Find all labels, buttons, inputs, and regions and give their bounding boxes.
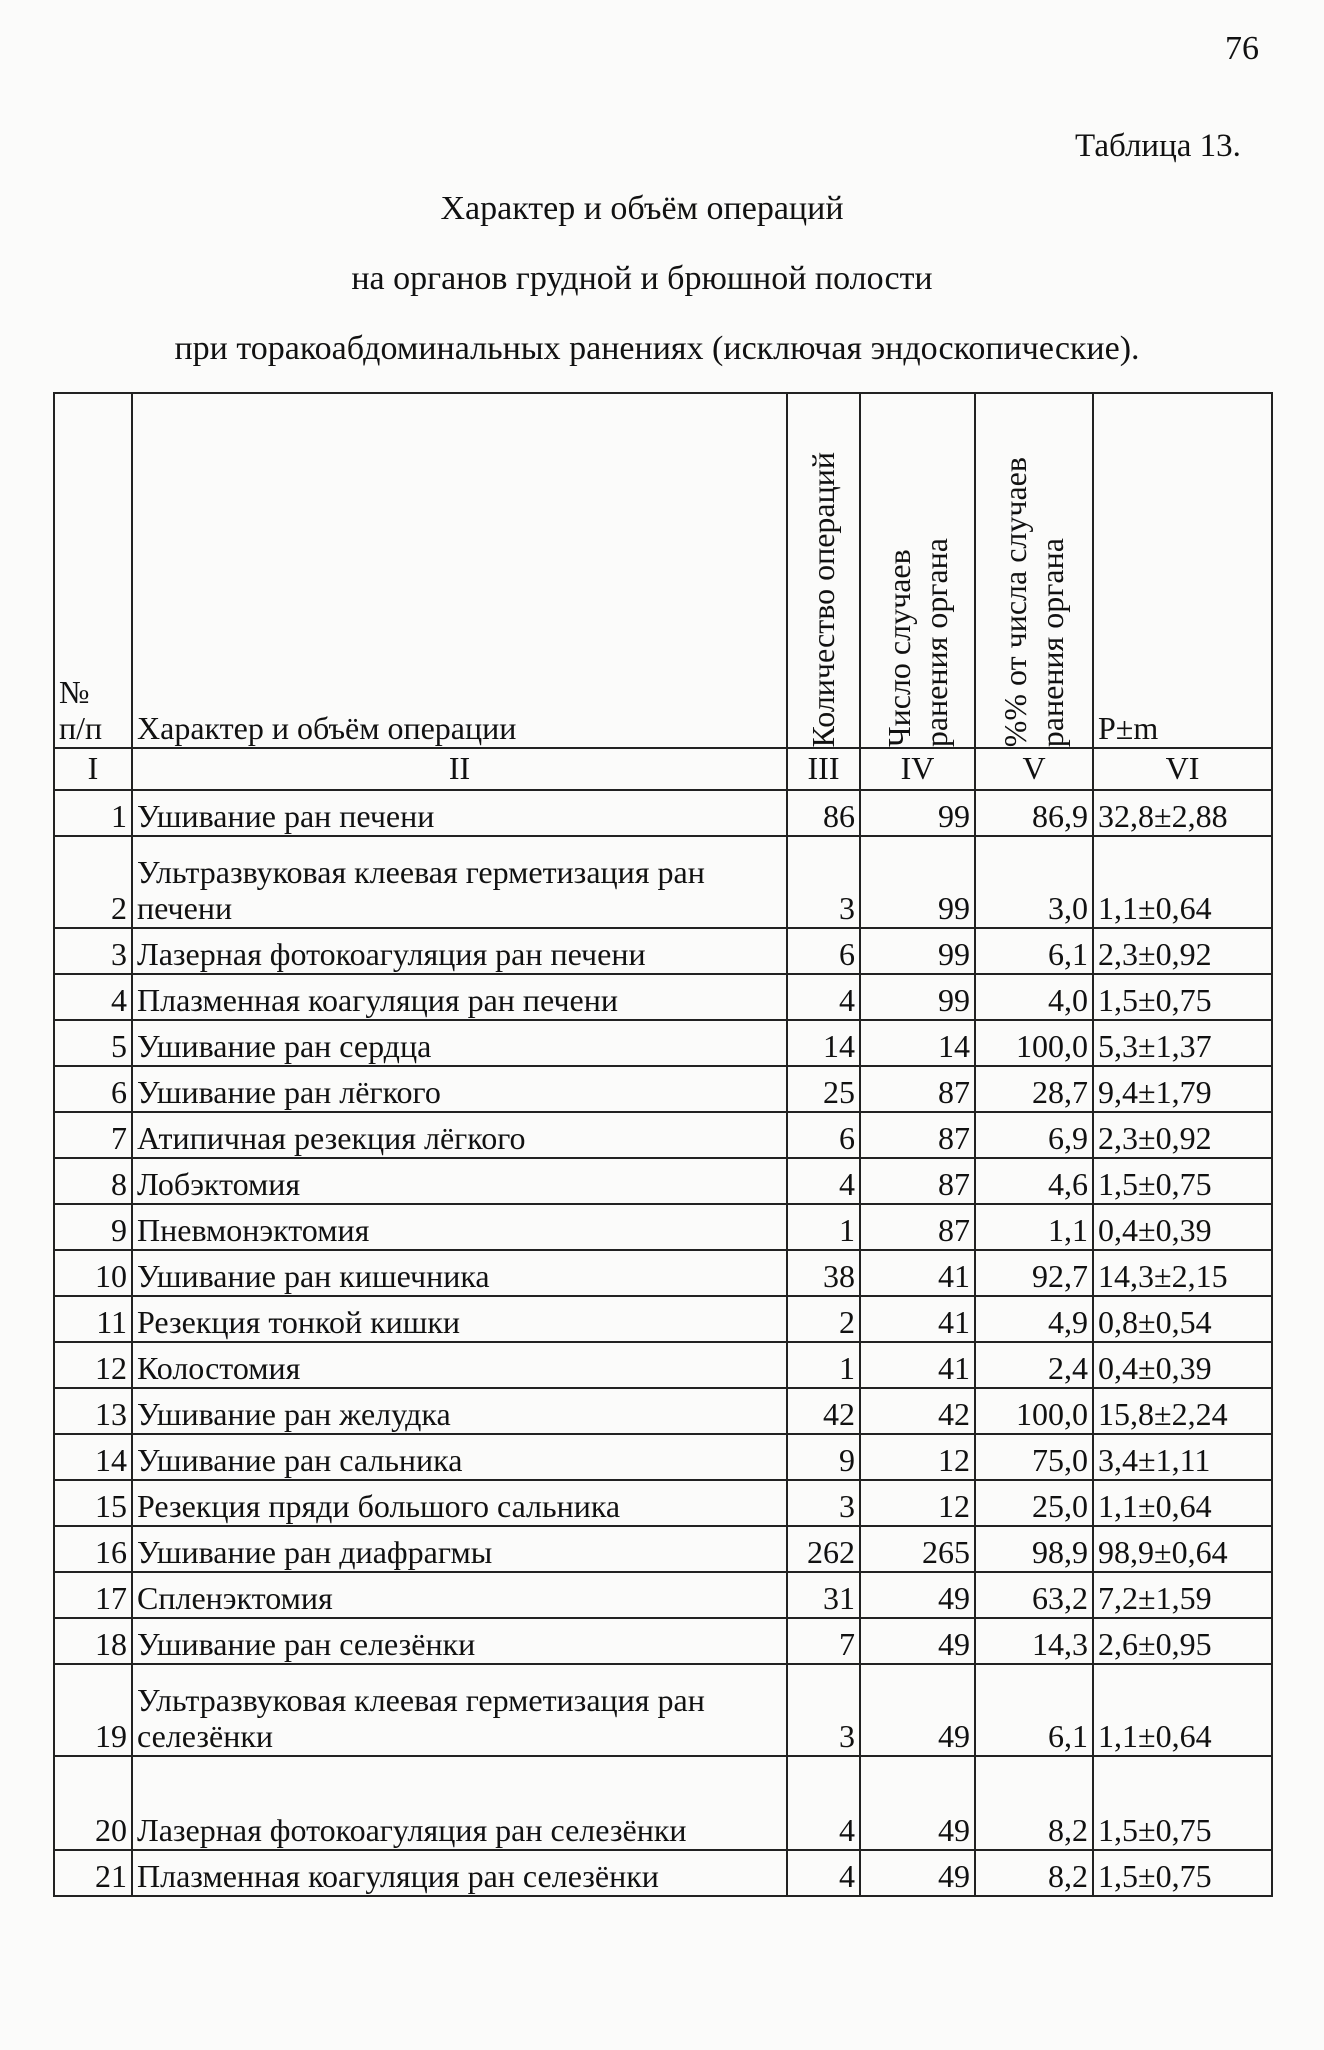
- pm-value: 1,1±0,64: [1093, 1664, 1272, 1756]
- operation-name: Резекция тонкой кишки: [132, 1296, 787, 1342]
- pm-value: 9,4±1,79: [1093, 1066, 1272, 1112]
- pm-value: 1,5±0,75: [1093, 974, 1272, 1020]
- table-row: [54, 1434, 1272, 1480]
- case-count: 99: [860, 974, 975, 1020]
- row-number: 18: [54, 1618, 132, 1664]
- case-count: 42: [860, 1388, 975, 1434]
- table-row: [54, 1526, 1272, 1572]
- row-number: 9: [54, 1204, 132, 1250]
- row-number: 12: [54, 1342, 132, 1388]
- table-row: [54, 1618, 1272, 1664]
- pm-value: 1,5±0,75: [1093, 1756, 1272, 1850]
- operation-name: Ультразвуковая клеевая герметизация ран печени: [132, 836, 787, 928]
- table-body: [54, 790, 1272, 1896]
- case-count: 41: [860, 1342, 975, 1388]
- operation-name: Ушивание ран кишечника: [132, 1250, 787, 1296]
- table-row: [54, 1572, 1272, 1618]
- case-count: 99: [860, 928, 975, 974]
- table-row: [54, 1342, 1272, 1388]
- operation-count: 1: [787, 1204, 860, 1250]
- case-count: 14: [860, 1020, 975, 1066]
- pm-value: 2,3±0,92: [1093, 928, 1272, 974]
- row-number: 17: [54, 1572, 132, 1618]
- operation-count: 4: [787, 1756, 860, 1850]
- table-row: [54, 1020, 1272, 1066]
- row-number: 20: [54, 1756, 132, 1850]
- case-count: 99: [860, 790, 975, 836]
- operation-name: Ушивание ран сердца: [132, 1020, 787, 1066]
- pm-value: 0,8±0,54: [1093, 1296, 1272, 1342]
- pm-value: 32,8±2,88: [1093, 790, 1272, 836]
- percent-value: 6,1: [975, 928, 1093, 974]
- operation-count: 2: [787, 1296, 860, 1342]
- operation-name: Лобэктомия: [132, 1158, 787, 1204]
- percent-value: 86,9: [975, 790, 1093, 836]
- operation-count: 25: [787, 1066, 860, 1112]
- roman-col-4: IV: [860, 748, 975, 790]
- percent-value: 4,0: [975, 974, 1093, 1020]
- case-count: 87: [860, 1158, 975, 1204]
- row-number: 1: [54, 790, 132, 836]
- operation-name: Лазерная фотокоагуляция ран печени: [132, 928, 787, 974]
- operation-count: 4: [787, 1850, 860, 1896]
- case-count: 87: [860, 1112, 975, 1158]
- case-count: 49: [860, 1618, 975, 1664]
- table-row: [54, 836, 1272, 928]
- case-count: 87: [860, 1204, 975, 1250]
- operation-count: 1: [787, 1342, 860, 1388]
- table-row: [54, 1204, 1272, 1250]
- pm-value: 1,1±0,64: [1093, 836, 1272, 928]
- operation-name: Ушивание ран лёгкого: [132, 1066, 787, 1112]
- operation-name: Ушивание ран селезёнки: [132, 1618, 787, 1664]
- pm-value: 0,4±0,39: [1093, 1204, 1272, 1250]
- operation-count: 6: [787, 928, 860, 974]
- table-title-line-2: на органов грудной и брюшной полости: [351, 260, 933, 297]
- pm-value: 1,1±0,64: [1093, 1480, 1272, 1526]
- header-number: № п/п: [54, 393, 132, 748]
- table-row: [54, 1158, 1272, 1204]
- table-row: [54, 1480, 1272, 1526]
- row-number: 19: [54, 1664, 132, 1756]
- percent-value: 8,2: [975, 1850, 1093, 1896]
- operation-name: Ультразвуковая клеевая герметизация ран селезёнки: [132, 1664, 787, 1756]
- operation-name: Резекция пряди большого сальника: [132, 1480, 787, 1526]
- percent-value: 2,4: [975, 1342, 1093, 1388]
- operation-name: Атипичная резекция лёгкого: [132, 1112, 787, 1158]
- table-row: [54, 1066, 1272, 1112]
- roman-col-1: I: [54, 748, 132, 790]
- row-number: 3: [54, 928, 132, 974]
- pm-value: 7,2±1,59: [1093, 1572, 1272, 1618]
- table-row: [54, 1850, 1272, 1896]
- pm-value: 14,3±2,15: [1093, 1250, 1272, 1296]
- case-count: 265: [860, 1526, 975, 1572]
- operation-count: 7: [787, 1618, 860, 1664]
- pm-value: 15,8±2,24: [1093, 1388, 1272, 1434]
- operation-count: 42: [787, 1388, 860, 1434]
- roman-col-3: III: [787, 748, 860, 790]
- operation-count: 4: [787, 1158, 860, 1204]
- operation-count: 9: [787, 1434, 860, 1480]
- percent-value: 25,0: [975, 1480, 1093, 1526]
- roman-col-5: V: [975, 748, 1093, 790]
- row-number: 7: [54, 1112, 132, 1158]
- row-number: 2: [54, 836, 132, 928]
- pm-value: 98,9±0,64: [1093, 1526, 1272, 1572]
- percent-value: 98,9: [975, 1526, 1093, 1572]
- operation-count: 3: [787, 1480, 860, 1526]
- percent-value: 100,0: [975, 1388, 1093, 1434]
- table-row: [54, 1250, 1272, 1296]
- pm-value: 3,4±1,11: [1093, 1434, 1272, 1480]
- operation-name: Ушивание ран диафрагмы: [132, 1526, 787, 1572]
- pm-value: 2,6±0,95: [1093, 1618, 1272, 1664]
- percent-value: 4,6: [975, 1158, 1093, 1204]
- row-number: 13: [54, 1388, 132, 1434]
- row-number: 4: [54, 974, 132, 1020]
- table-row: [54, 790, 1272, 836]
- row-number: 10: [54, 1250, 132, 1296]
- page-number: 76: [1225, 30, 1259, 67]
- percent-value: 28,7: [975, 1066, 1093, 1112]
- operation-count: 6: [787, 1112, 860, 1158]
- case-count: 49: [860, 1756, 975, 1850]
- operation-count: 86: [787, 790, 860, 836]
- row-number: 8: [54, 1158, 132, 1204]
- operation-count: 3: [787, 1664, 860, 1756]
- percent-value: 6,9: [975, 1112, 1093, 1158]
- pm-value: 2,3±0,92: [1093, 1112, 1272, 1158]
- table-row: [54, 974, 1272, 1020]
- operation-name: Плазменная коагуляция ран печени: [132, 974, 787, 1020]
- percent-value: 3,0: [975, 836, 1093, 928]
- percent-value: 63,2: [975, 1572, 1093, 1618]
- case-count: 99: [860, 836, 975, 928]
- case-count: 12: [860, 1434, 975, 1480]
- table-title-line-3: при торакоабдоминальных ранениях (исключая эндоскопические).: [174, 330, 1140, 367]
- case-count: 49: [860, 1850, 975, 1896]
- operation-count: 3: [787, 836, 860, 928]
- percent-value: 92,7: [975, 1250, 1093, 1296]
- operation-name: Плазменная коагуляция ран селезёнки: [132, 1850, 787, 1896]
- row-number: 21: [54, 1850, 132, 1896]
- percent-value: 4,9: [975, 1296, 1093, 1342]
- operation-count: 262: [787, 1526, 860, 1572]
- operation-name: Ушивание ран сальника: [132, 1434, 787, 1480]
- header-operation: Характер и объём операции: [132, 393, 787, 748]
- row-number: 15: [54, 1480, 132, 1526]
- table-row: [54, 1756, 1272, 1850]
- case-count: 49: [860, 1572, 975, 1618]
- case-count: 41: [860, 1296, 975, 1342]
- percent-value: 6,1: [975, 1664, 1093, 1756]
- table-title-line-1: Характер и объём операций: [440, 190, 844, 227]
- row-number: 6: [54, 1066, 132, 1112]
- table-label: Таблица 13.: [1075, 128, 1241, 164]
- percent-value: 14,3: [975, 1618, 1093, 1664]
- roman-numeral-row: [54, 748, 1272, 790]
- operation-name: Ушивание ран желудка: [132, 1388, 787, 1434]
- header-cases: Число случаев ранения органа: [860, 393, 975, 748]
- operation-count: 4: [787, 974, 860, 1020]
- case-count: 12: [860, 1480, 975, 1526]
- operation-name: Пневмонэктомия: [132, 1204, 787, 1250]
- operation-name: Спленэктомия: [132, 1572, 787, 1618]
- pm-value: 1,5±0,75: [1093, 1850, 1272, 1896]
- row-number: 14: [54, 1434, 132, 1480]
- pm-value: 1,5±0,75: [1093, 1158, 1272, 1204]
- header-pm: P±m: [1093, 393, 1272, 748]
- operation-name: Лазерная фотокоагуляция ран селезёнки: [132, 1756, 787, 1850]
- operation-name: Ушивание ран печени: [132, 790, 787, 836]
- case-count: 49: [860, 1664, 975, 1756]
- percent-value: 100,0: [975, 1020, 1093, 1066]
- header-row: [54, 393, 1272, 748]
- case-count: 87: [860, 1066, 975, 1112]
- table-row: [54, 928, 1272, 974]
- operation-count: 38: [787, 1250, 860, 1296]
- percent-value: 8,2: [975, 1756, 1093, 1850]
- percent-value: 75,0: [975, 1434, 1093, 1480]
- roman-col-2: II: [132, 748, 787, 790]
- pm-value: 5,3±1,37: [1093, 1020, 1272, 1066]
- operation-name: Колостомия: [132, 1342, 787, 1388]
- header-percent: %% от числа случаев ранения органа: [975, 393, 1093, 748]
- percent-value: 1,1: [975, 1204, 1093, 1250]
- roman-col-6: VI: [1093, 748, 1272, 790]
- row-number: 11: [54, 1296, 132, 1342]
- table-row: [54, 1112, 1272, 1158]
- operation-count: 31: [787, 1572, 860, 1618]
- case-count: 41: [860, 1250, 975, 1296]
- row-number: 16: [54, 1526, 132, 1572]
- operation-count: 14: [787, 1020, 860, 1066]
- table-row: [54, 1388, 1272, 1434]
- pm-value: 0,4±0,39: [1093, 1342, 1272, 1388]
- table-row: [54, 1296, 1272, 1342]
- operations-table: [53, 392, 1273, 1897]
- row-number: 5: [54, 1020, 132, 1066]
- header-count: Количество операций: [787, 393, 860, 748]
- table-row: [54, 1664, 1272, 1756]
